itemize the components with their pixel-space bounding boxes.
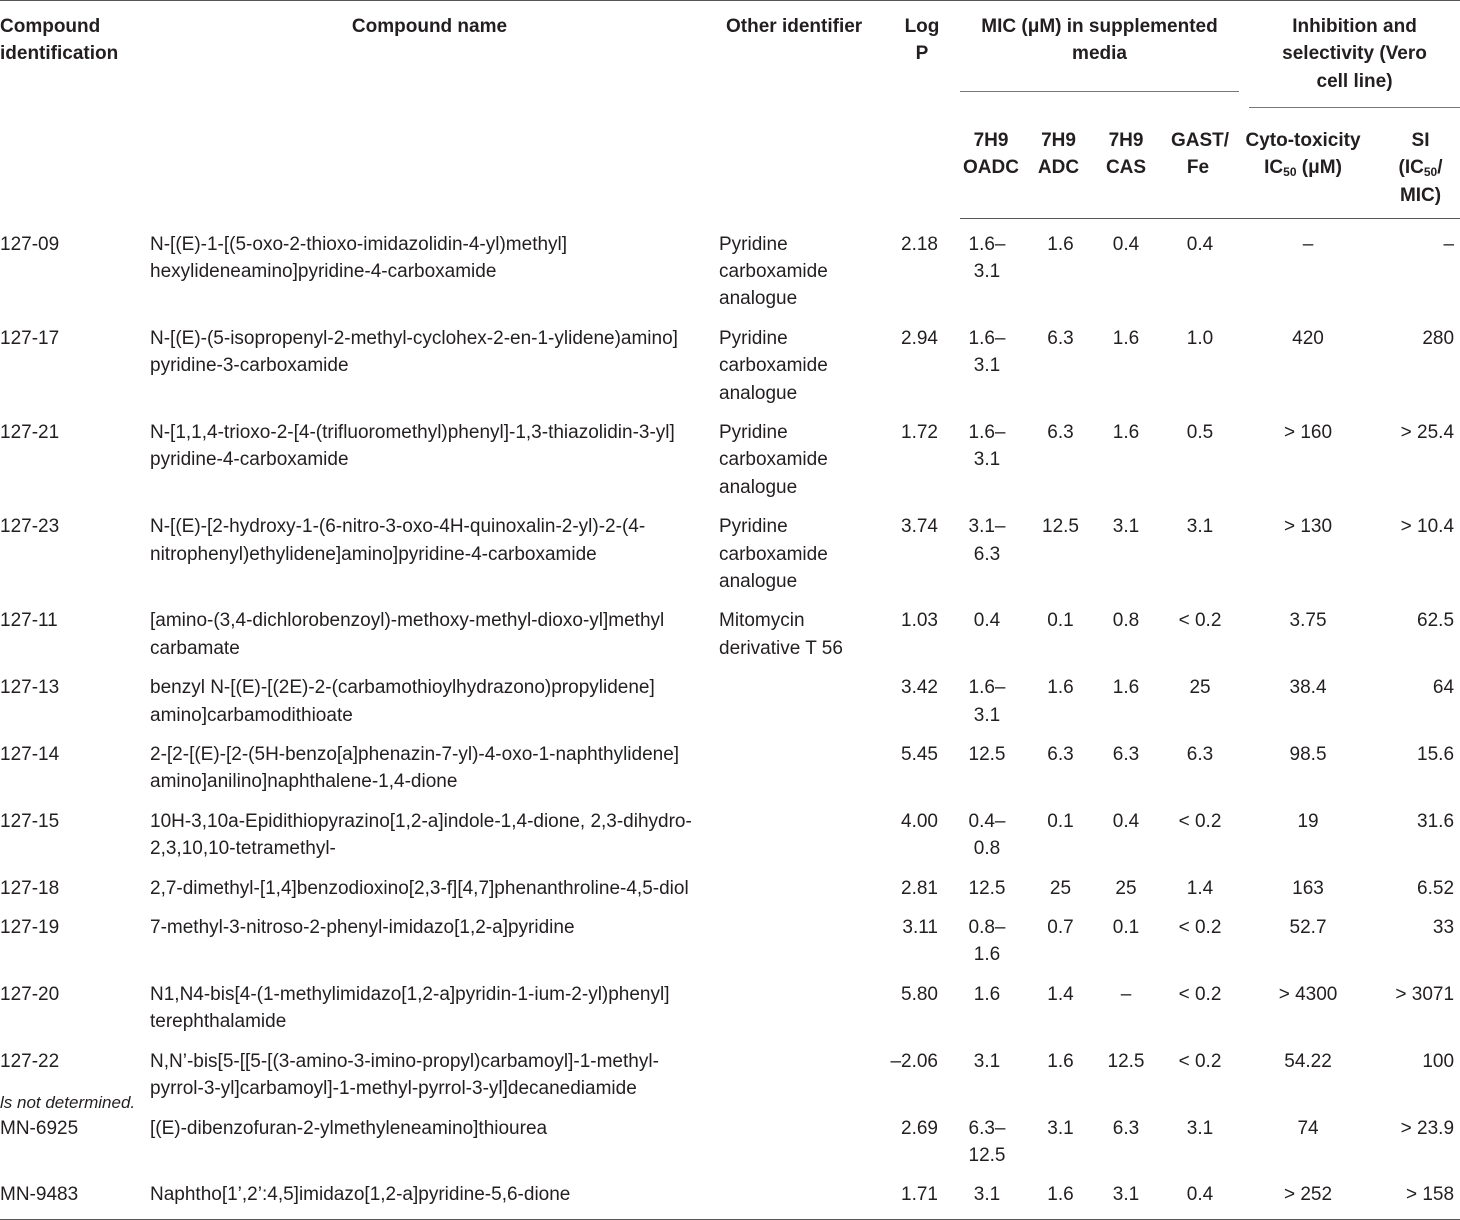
cell-compound-id: 127-11: [0, 610, 58, 632]
cell-log-p: 4.00: [901, 810, 938, 832]
cell-gast-fe: < 0.2: [1178, 610, 1222, 632]
table-row: [0, 1169, 1460, 1219]
header-cytotoxicity-text: Cyto-toxicity IC: [1245, 129, 1361, 179]
table-row: [0, 1036, 1460, 1103]
cell-7h9-oadc: 12.5: [968, 877, 1006, 899]
cell-log-p: 1.72: [901, 421, 938, 443]
cell-gast-fe: 3.1: [1186, 1117, 1214, 1139]
table-row: [0, 863, 1460, 902]
cell-7h9-adc: 1.6: [1047, 677, 1074, 699]
cell-7h9-cas: 0.4: [1112, 810, 1140, 832]
cell-compound-id: 127-22: [0, 1050, 60, 1072]
cell-compound-id: 127-19: [0, 917, 60, 939]
cell-other-identifier: Pyridine carboxamide analogue: [719, 327, 828, 404]
header-mic-group-label: MIC (μM) in supplemented media: [960, 13, 1239, 92]
cell-7h9-adc: 6.3: [1047, 744, 1074, 766]
cell-log-p: 3.42: [901, 677, 938, 699]
table-footnote: ls not determined.: [0, 1093, 136, 1112]
cell-log-p: 5.45: [901, 744, 938, 766]
cell-compound-name: benzyl N-[(E)-[(2E)-2-(carbamothioylhydrazono)propylidene] amino]carbamodithioate: [150, 677, 655, 726]
cell-compound-id: 127-09: [0, 233, 60, 255]
table-row: [0, 969, 1460, 1036]
cell-gast-fe: 1.4: [1186, 877, 1214, 899]
cell-other-identifier: Mitomycin derivative T 56: [719, 610, 843, 659]
cell-7h9-oadc: 6.3–12.5: [968, 1117, 1006, 1166]
header-inhibition-group-label: Inhibition and selectivity (Vero cell line): [1249, 13, 1460, 108]
table-row: [0, 219, 1460, 313]
cell-7h9-oadc: 1.6–3.1: [968, 677, 1006, 726]
cell-7h9-adc: 3.1: [1047, 1117, 1074, 1139]
cell-cytotoxicity: 98.5: [1289, 744, 1327, 766]
cell-7h9-oadc: 3.1: [973, 1050, 1001, 1072]
cell-si: 280: [1422, 327, 1455, 349]
cell-other-identifier: Pyridine carboxamide analogue: [719, 516, 828, 592]
table-body: [0, 219, 1460, 1220]
cell-7h9-adc: 1.6: [1022, 1169, 1095, 1219]
header-compound-id: Compound identification: [0, 1, 140, 219]
cell-7h9-oadc: 0.4–0.8: [968, 810, 1006, 860]
cell-cytotoxicity: 3.75: [1289, 610, 1327, 632]
header-other-identifier: Other identifier: [719, 1, 890, 219]
cell-7h9-cas: 6.3: [1112, 744, 1140, 766]
cell-cytotoxicity: –: [1302, 234, 1314, 256]
cell-log-p: 2.69: [901, 1117, 938, 1139]
cell-other-identifier: [719, 796, 890, 863]
cell-compound-name: [amino-(3,4-dichlorobenzoyl)-methoxy-methyl-dioxo-yl]methyl carbamate: [150, 610, 665, 659]
cell-compound-id: 127-21: [0, 421, 60, 443]
cell-log-p: –2.06: [890, 1050, 938, 1072]
cell-compound-id: 127-18: [0, 877, 60, 899]
cell-compound-id: 127-15: [0, 810, 60, 832]
cell-compound-id: 127-23: [0, 516, 60, 538]
cell-si: –: [1443, 234, 1455, 256]
cell-7h9-cas: 25: [1115, 877, 1137, 899]
cell-cytotoxicity: > 4300: [1278, 983, 1338, 1005]
table-row: [0, 595, 1460, 662]
cell-cytotoxicity: 38.4: [1289, 677, 1327, 699]
header-si-unit: / MIC): [1399, 157, 1443, 206]
header-si-text: SI (IC: [1398, 129, 1430, 179]
cell-7h9-oadc: 12.5: [968, 744, 1006, 766]
cell-7h9-cas: 1.6: [1112, 327, 1140, 349]
header-7h9-oadc: 7H9 OADC: [960, 115, 1022, 219]
cell-gast-fe: 1.0: [1186, 327, 1214, 349]
cell-si: 33: [1432, 917, 1455, 939]
header-mic-group: [960, 1, 1239, 115]
cell-7h9-oadc: 1.6–3.1: [968, 421, 1006, 471]
cell-7h9-cas: 6.3: [1112, 1117, 1140, 1139]
cell-7h9-adc: 0.7: [1047, 917, 1074, 939]
cell-compound-id: MN-6925: [0, 1117, 79, 1139]
cell-7h9-cas: 1.6: [1112, 421, 1140, 443]
cell-si: 100: [1422, 1050, 1455, 1072]
cell-compound-name: N-[1,1,4-trioxo-2-[4-(trifluoromethyl)phenyl]-1,3-thiazolidin-3-yl] pyridine-4-carboxamide: [150, 421, 675, 471]
cell-compound-name: N1,N4-bis[4-(1-methylimidazo[1,2-a]pyridin-1-ium-2-yl)phenyl] terephthalamide: [150, 983, 670, 1033]
cell-7h9-cas: 0.4: [1112, 234, 1140, 256]
cell-log-p: 3.11: [902, 917, 938, 939]
cell-gast-fe: < 0.2: [1178, 1050, 1222, 1072]
cell-7h9-cas: 12.5: [1107, 1050, 1145, 1072]
cell-cytotoxicity: > 160: [1283, 421, 1333, 443]
header-si-sub: 50: [1423, 165, 1438, 180]
cell-7h9-oadc: 1.6–3.1: [968, 327, 1006, 377]
table-row: [0, 501, 1460, 595]
header-7h9-adc: 7H9 ADC: [1022, 115, 1095, 219]
cell-compound-name: N-[(E)-(5-isopropenyl-2-methyl-cyclohex-2-en-1-ylidene)amino] pyridine-3-carboxamide: [150, 327, 678, 377]
cell-cytotoxicity: 74: [1297, 1117, 1319, 1139]
cell-7h9-adc: 6.3: [1047, 421, 1074, 443]
cell-cytotoxicity: > 252: [1239, 1169, 1367, 1219]
header-gast-fe: GAST/ Fe: [1157, 115, 1239, 219]
cell-compound-id: 127-13: [0, 677, 60, 699]
cell-compound-name: 10H-3,10a-Epidithiopyrazino[1,2-a]indole-1,4-dione, 2,3-dihydro-2,3,10,10-tetramethyl-: [150, 810, 692, 860]
table-row: [0, 313, 1460, 407]
cell-7h9-adc: 6.3: [1047, 327, 1074, 349]
cell-other-identifier: [719, 1103, 890, 1170]
cell-si: 6.52: [1417, 877, 1455, 899]
cell-cytotoxicity: 163: [1292, 877, 1324, 899]
cell-log-p: 2.81: [901, 877, 938, 899]
cell-compound-id: MN-9483: [0, 1169, 140, 1219]
cell-7h9-cas: 3.1: [1112, 516, 1140, 538]
header-log-p: Log P: [890, 1, 960, 219]
cell-7h9-oadc: 1.6: [973, 983, 1001, 1005]
cell-cytotoxicity: 52.7: [1289, 917, 1327, 939]
cell-compound-id: 127-20: [0, 983, 60, 1005]
header-cytotoxicity-unit: (μM): [1296, 157, 1342, 179]
header-inhibition-group: [1239, 1, 1460, 115]
table-row: [0, 902, 1460, 969]
cell-other-identifier: Pyridine carboxamide analogue: [719, 233, 828, 310]
cell-7h9-oadc: 0.8–1.6: [968, 917, 1006, 966]
table-row: [0, 1103, 1460, 1170]
cell-7h9-adc: 0.1: [1047, 810, 1074, 832]
cell-other-identifier: [719, 729, 890, 796]
cell-log-p: 1.03: [901, 610, 938, 632]
header-si: [1367, 115, 1460, 219]
cell-compound-name: Naphtho[1’,2’:4,5]imidazo[1,2-a]pyridine-5,6-dione: [140, 1169, 719, 1219]
cell-7h9-oadc: 3.1: [960, 1169, 1022, 1219]
cell-other-identifier: Pyridine carboxamide analogue: [719, 421, 828, 498]
cell-compound-name: [(E)-dibenzofuran-2-ylmethyleneamino]thiourea: [150, 1117, 548, 1139]
cell-other-identifier: [719, 902, 890, 969]
cell-compound-name: 2-[2-[(E)-[2-(5H-benzo[a]phenazin-7-yl)-4-oxo-1-naphthylidene] amino]anilino]naphthalene-1,4-dione: [150, 744, 680, 793]
cell-7h9-cas: –: [1120, 983, 1132, 1005]
cell-gast-fe: 0.4: [1157, 1169, 1239, 1219]
table-row: [0, 796, 1460, 863]
cell-compound-id: 127-14: [0, 744, 60, 766]
cell-gast-fe: 6.3: [1186, 744, 1214, 766]
cell-cytotoxicity: 54.22: [1284, 1050, 1332, 1072]
cell-si: > 158: [1367, 1169, 1460, 1219]
cell-7h9-cas: 3.1: [1095, 1169, 1157, 1219]
cell-7h9-adc: 1.6: [1047, 234, 1074, 256]
cell-si: 15.6: [1417, 744, 1455, 766]
header-compound-name: Compound name: [140, 1, 719, 219]
cell-7h9-cas: 0.1: [1112, 917, 1140, 939]
cell-gast-fe: 3.1: [1186, 516, 1214, 538]
cell-si: > 10.4: [1400, 516, 1455, 538]
cell-compound-name: 7-methyl-3-nitroso-2-phenyl-imidazo[1,2-a]pyridine: [150, 917, 575, 939]
cell-other-identifier: [719, 1036, 890, 1103]
cell-log-p: 1.71: [890, 1169, 960, 1219]
cell-7h9-oadc: 0.4: [973, 610, 1001, 632]
cell-compound-name: N,N’-bis[5-[[5-[(3-amino-3-imino-propyl)carbamoyl]-1-methyl-pyrrol-3-yl]carbamoyl]-1-methyl-pyrrol-3-yl]decanediamide: [150, 1050, 659, 1100]
cell-si: 31.6: [1417, 810, 1455, 832]
cell-gast-fe: 0.4: [1186, 234, 1214, 256]
cell-cytotoxicity: 420: [1292, 327, 1324, 349]
cell-compound-name: 2,7-dimethyl-[1,4]benzodioxino[2,3-f][4,7]phenanthroline-4,5-diol: [150, 877, 689, 899]
header-cytotoxicity: [1239, 115, 1367, 219]
table-row: [0, 729, 1460, 796]
cell-7h9-adc: 1.6: [1047, 1050, 1074, 1072]
table-row: [0, 662, 1460, 729]
cell-7h9-adc: 25: [1049, 877, 1072, 899]
cell-7h9-adc: 1.4: [1047, 983, 1074, 1005]
cell-gast-fe: 0.5: [1186, 421, 1214, 443]
cell-gast-fe: < 0.2: [1178, 983, 1222, 1005]
cell-gast-fe: 25: [1189, 677, 1211, 699]
cell-log-p: 3.74: [901, 516, 938, 538]
cell-cytotoxicity: 19: [1297, 810, 1319, 832]
cell-7h9-adc: 0.1: [1047, 610, 1074, 632]
cell-si: 64: [1432, 677, 1455, 699]
cell-gast-fe: < 0.2: [1178, 810, 1222, 832]
cell-si: 62.5: [1417, 610, 1455, 632]
header-cytotoxicity-sub: 50: [1283, 165, 1297, 180]
cell-7h9-cas: 1.6: [1112, 677, 1140, 699]
header-7h9-cas: 7H9 CAS: [1095, 115, 1157, 219]
cell-compound-name: N-[(E)-1-[(5-oxo-2-thioxo-imidazolidin-4-yl)methyl] hexylideneamino]pyridine-4-carboxamide: [150, 233, 568, 282]
cell-cytotoxicity: > 130: [1283, 516, 1333, 538]
cell-other-identifier: [719, 1169, 890, 1219]
cell-other-identifier: [719, 863, 890, 902]
cell-si: > 3071: [1395, 983, 1455, 1005]
cell-si: > 23.9: [1400, 1117, 1455, 1139]
cell-compound-name: N-[(E)-[2-hydroxy-1-(6-nitro-3-oxo-4H-quinoxalin-2-yl)-2-(4-nitrophenyl)ethylidene]amino]pyridine-4-carboxamide: [150, 516, 646, 565]
cell-gast-fe: < 0.2: [1178, 917, 1222, 939]
cell-7h9-adc: 12.5: [1042, 516, 1079, 538]
cell-compound-id: 127-17: [0, 327, 60, 349]
cell-log-p: 2.18: [901, 233, 938, 255]
cell-si: > 25.4: [1400, 421, 1455, 443]
cell-log-p: 5.80: [901, 983, 938, 1005]
table-row: [0, 407, 1460, 501]
cell-7h9-oadc: 1.6–3.1: [968, 234, 1006, 283]
cell-7h9-cas: 0.8: [1112, 610, 1140, 632]
cell-other-identifier: [719, 662, 890, 729]
cell-7h9-oadc: 3.1–6.3: [968, 516, 1006, 565]
cell-other-identifier: [719, 969, 890, 1036]
cell-log-p: 2.94: [901, 327, 938, 349]
